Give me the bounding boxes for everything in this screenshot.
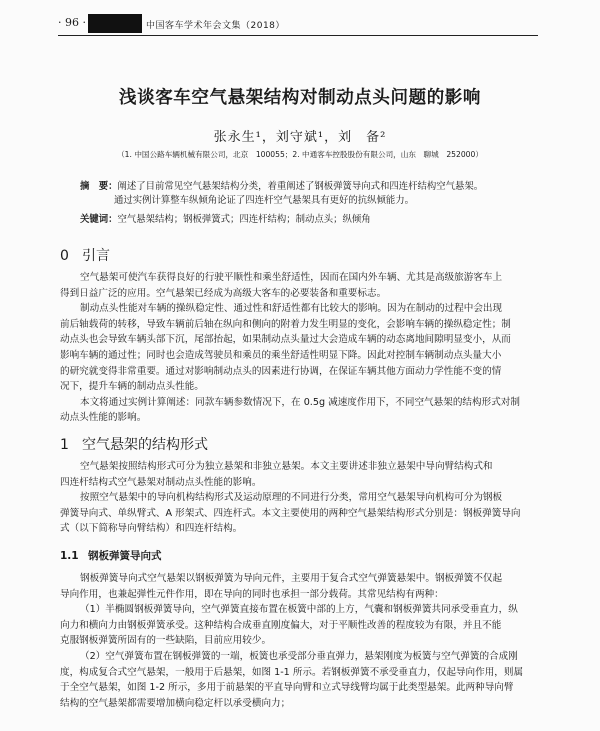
text-line: 得到日益广泛的应用。空气悬架已经成为高级大客车的必要装备和重要标志。 — [60, 287, 387, 299]
section-heading-0 — [60, 245, 110, 265]
paper-title: 浅谈客车空气悬架结构对制动点头问题的影响 — [119, 88, 481, 108]
text-line: 动点头性能的影响。 — [60, 412, 147, 424]
text-line: 按照空气悬架中的导向机构结构形式及运动原理的不同进行分类，常用空气悬架导向机构可分为钢板 — [80, 492, 503, 504]
section-title: 空气悬架的结构形式 — [82, 437, 208, 453]
text-line: 的研究就变得非常重要。通过对影响制动点头的因素进行协调，在保证车辆其他方面动力学性能不变的情 — [60, 365, 502, 377]
keywords-label: 关键词： — [80, 214, 118, 225]
journal-name: 中国客车学术年会文集（2018） — [146, 21, 285, 31]
affiliations: （1. 中国公路车辆机械有限公司，北京 100055；2. 中通客车控股股份有限公司，山东 聊城 252000） — [117, 150, 483, 159]
paragraph — [60, 270, 540, 426]
section-title: 引言 — [82, 248, 110, 264]
page-number: · 96 · — [58, 16, 86, 29]
header-rule — [58, 35, 538, 36]
section-number: 1 — [60, 437, 69, 453]
text-line: 于全空气悬架，如图 1-2 所示，多用于前悬架的平直导向臂和立式导线臂均属于此类型悬架。此两种导向臂 — [60, 682, 514, 694]
text-line: 克服钢板弹簧所固有的一些缺陷，目前应用较少。 — [60, 635, 272, 647]
author-list: 张永生¹，刘守斌¹，刘 备² — [213, 130, 387, 145]
text-line: 向力和横向力由钢板弹簧承受。这种结构合成垂直刚度偏大，对于平顺性改善的程度较为有限，并且不能 — [60, 619, 502, 631]
journal-logo-block — [88, 14, 142, 33]
text-line: 本文将通过实例计算阐述：同款车辆参数情况下，在 0.5g 减速度作用下，不同空气悬架的结构形式对制 — [80, 396, 520, 408]
text-line: 钢板弹簧导向式空气悬架以钢板弹簧为导向元件，主要用于复合式空气弹簧悬架中。钢板弹簧不仅起 — [80, 573, 503, 584]
section-heading-1 — [60, 434, 208, 454]
text-line: 前后轴载荷的转移，导致车辆前后轴在纵向和侧向的附着力发生明显的变化，会影响车辆的操纵稳定性；制 — [60, 318, 511, 330]
section-number: 0 — [60, 248, 69, 264]
text-line: （1）半椭圆钢板弹簧导向，空气弹簧直接布置在板簧中部的上方，气囊和钢板弹簧共同承受垂直力，纵 — [80, 604, 518, 616]
text-line: 空气悬架可使汽车获得良好的行驶平顺性和乘坐舒适性，因而在国内外车辆、尤其是高级旅游客车上 — [80, 272, 503, 283]
keywords-text: 空气悬架结构；钢板弹簧式；四连杆结构；制动点头；纵倾角 — [117, 214, 371, 225]
text-line: 空气悬架按照结构形式可分为独立悬架和非独立悬架。本文主要讲述非独立悬架中导向臂结构式和 — [80, 461, 493, 472]
text-line: 四连杆结构式空气悬架对制动点头性能的影响。 — [60, 476, 262, 488]
keywords — [80, 211, 550, 225]
text-line: 式（以下简称导向臂结构）和四连杆结构。 — [60, 523, 243, 535]
abstract-line: 通过实例计算整车纵倾角论证了四连杆空气悬架具有更好的抗纵倾能力。 — [114, 195, 415, 206]
text-line: 导向作用，也兼起弹性元件作用，即在导向的同时也承担一部分载荷。其常见结构有两种： — [60, 588, 444, 600]
paragraph — [60, 571, 540, 711]
abstract-line: 阐述了目前常见空气悬架结构分类，着重阐述了钢板弹簧导向式和四连杆结构空气悬架。 — [117, 181, 484, 192]
text-line: （2）空气弹簧布置在钢板弹簧的一端，板簧也承受部分垂直弹力，悬架刚度为板簧与空气弹簧的合成刚 — [80, 650, 518, 662]
running-header — [0, 14, 600, 34]
subsection-number: 1.1 — [60, 550, 79, 562]
text-line: 影响车辆的通过性；同时也会造成驾驶员和乘员的乘坐舒适性明显下降。因此对控制车辆制动点头量大小 — [60, 349, 502, 361]
text-line: 制动点头性能对车辆的操纵稳定性、通过性和舒适性都有比较大的影响。因为在制动的过程中会出现 — [80, 303, 503, 315]
abstract — [80, 180, 550, 208]
abstract-label: 摘 要： — [80, 181, 118, 192]
text-line: 弹簧导向式、单纵臂式、A 形架式、四连杆式。本文主要使用的两种空气悬架结构形式分别是：钢板弹簧导向 — [60, 507, 521, 519]
text-line: 度，构成复合式空气悬架，一般用于后悬架，如图 1-1 所示。若钢板弹簧不承受垂直力，仅起导向作用，则属 — [60, 666, 524, 678]
paragraph — [60, 459, 540, 537]
text-line: 况下，提升车辆的制动点头性能。 — [60, 381, 204, 393]
text-line: 结构的空气悬架都需要增加横向稳定杆以承受横向力； — [60, 697, 291, 709]
subsection-heading-1-1 — [60, 548, 162, 563]
text-line: 动点头也会导致车辆头部下沉，尾部抬起，如果制动点头量过大会造成车辆的动态离地间隙明显变小，从而 — [60, 334, 511, 346]
subsection-title: 钢板弹簧导向式 — [88, 550, 162, 562]
